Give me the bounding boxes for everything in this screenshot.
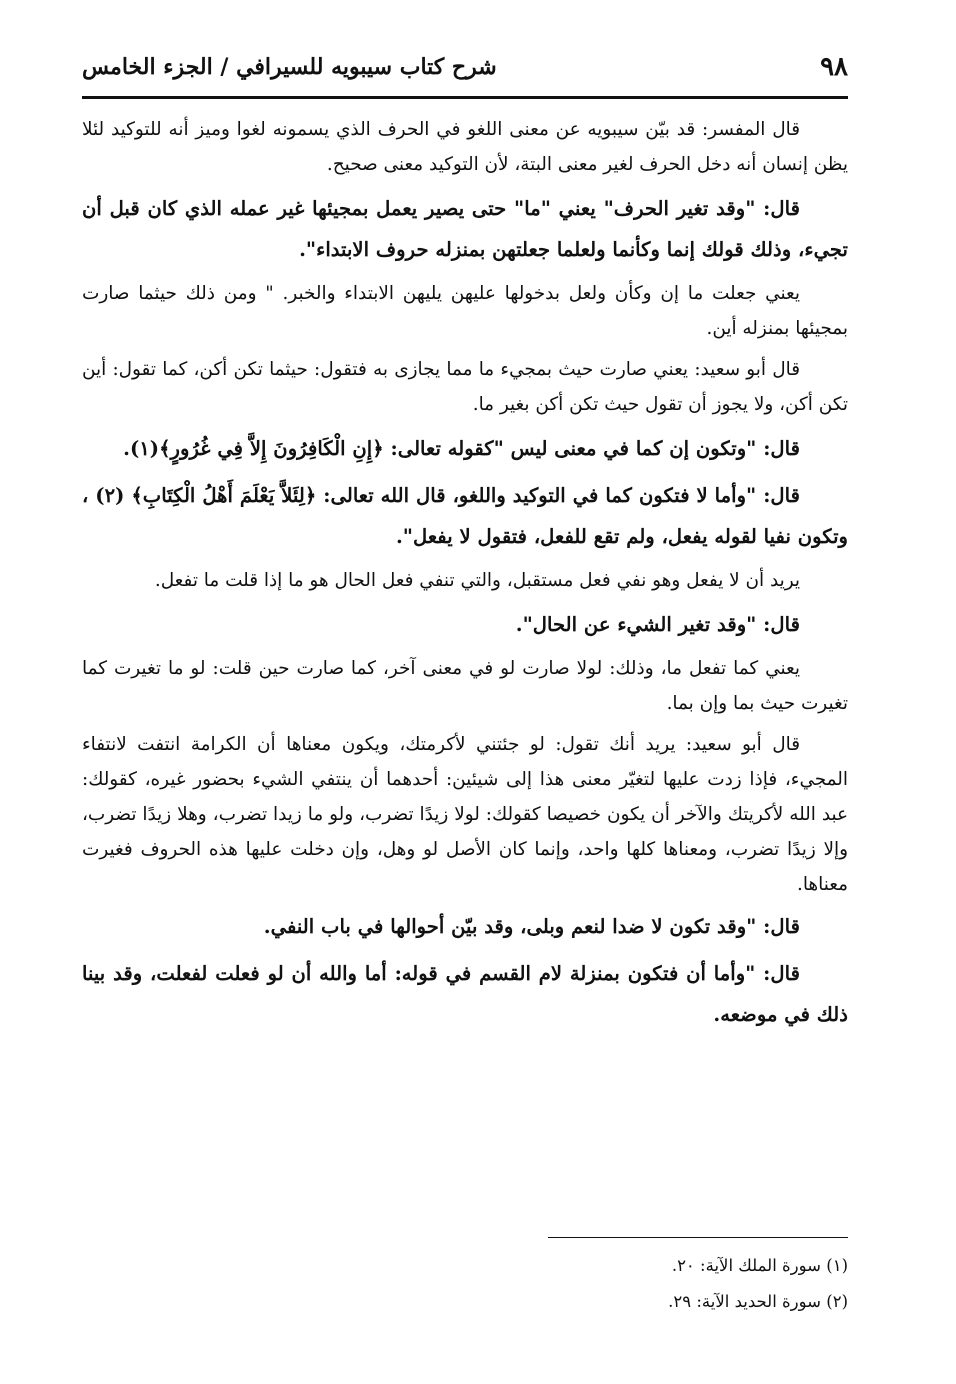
paragraph-4: قال أبو سعيد: يعني صارت حيث بمجيء ما مما يجازى به فتقول: حيثما تكن أكن، كما تقول: أين تكن أكن، ولا يجوز أن تقول حيث تكن أكن بغير ما. [82,359,848,415]
paragraph-1: قال المفسر: قد بيّن سيبويه عن معنى اللغو في الحرف الذي يسمونه لغوا وميز أنه للتوكيد لئلا يظن إنسان أنه دخل الحرف لغير معنى البتة، لأن التوكيد معنى صحيح. [82,119,848,175]
paragraph-9: يعني كما تفعل ما، وذلك: لولا صارت لو في معنى آخر، كما صارت حين قلت: لو ما تغيرت كما تغيرت حيث بما وإن بما. [82,658,848,714]
paragraph-6: قال: "وأما لا فتكون كما في التوكيد واللغو، قال الله تعالى: ﴿لِئَلاَّ يَعْلَمَ أَهْلُ الْكِتَابِ﴾ (٢) ، وتكون نفيا لقوله يفعل، ولم تقع للفعل، فتقول لا يفعل". [82,484,848,548]
running-title: شرح كتاب سيبويه للسيرافي / الجزء الخامس [82,54,497,80]
footnotes [348,1248,848,1320]
paragraph-3: يعني جعلت ما إن وكأن ولعل بدخولها عليهن يليهن الابتداء والخبر. " ومن ذلك حيثما صارت بمجيئها بمنزله أين. [82,283,848,339]
main-text [82,112,848,1041]
page-header [82,46,848,96]
paragraph-7: يريد أن لا يفعل وهو نفي فعل مستقبل، والتي تنفي فعل الحال هو ما إذا قلت ما تفعل. [154,570,800,591]
paragraph-11: قال: "وقد تكون لا ضدا لنعم وبلى، وقد بيّن أحوالها في باب النفي. [263,915,800,938]
paragraph-12: قال: "وأما أن فتكون بمنزلة لام القسم في قوله: أما والله أن لو فعلت لفعلت، وقد بينا ذلك في موضعه. [82,962,848,1026]
page-number: ٩٨ [820,52,848,82]
paragraph-10: قال أبو سعيد: يريد أنك تقول: لو جئتني لأكرمتك، ويكون معناها أن الكرامة انتفت لانتفاء المجيء، فإذا زدت عليها لتغيّر معنى هذا إلى شيئين: أحدهما أن ينتفي الشيء بحضور غيره، كقولك: عبد الله لأكريتك والآخر أن يكون خصيصا كقولك: لولا زيدًا تضرب، ولو ما زيدا تضرب، وهلا زيدًا تضرب، وإلا زيدًا تضرب، ومعناها كلها واحد، وإنما كان الأصل لو وهل، وإن دخلت عليها هذه الحروف فغيرت معناها. [82,734,848,895]
footnote-2: (٢) سورة الحديد الآية: ٢٩. [668,1292,848,1311]
footnote-rule [548,1237,848,1238]
footnote-1: (١) سورة الملك الآية: ٢٠. [671,1256,848,1275]
paragraph-8: قال: "وقد تغير الشيء عن الحال". [515,613,800,636]
paragraph-5: قال: "وتكون إن كما في معنى ليس "كقوله تعالى: ﴿إِنِ الْكَافِرُونَ إِلاَّ فِي غُرُورٍ﴾(١). [123,437,800,460]
header-rule [82,96,848,99]
paragraph-2: قال: "وقد تغير الحرف" يعني "ما" حتى يصير يعمل بمجيئها غير عمله الذي كان قبل أن تجيء، وذلك قولك إنما وكأنما ولعلما جعلتهن بمنزله حروف الابتداء". [82,197,848,261]
